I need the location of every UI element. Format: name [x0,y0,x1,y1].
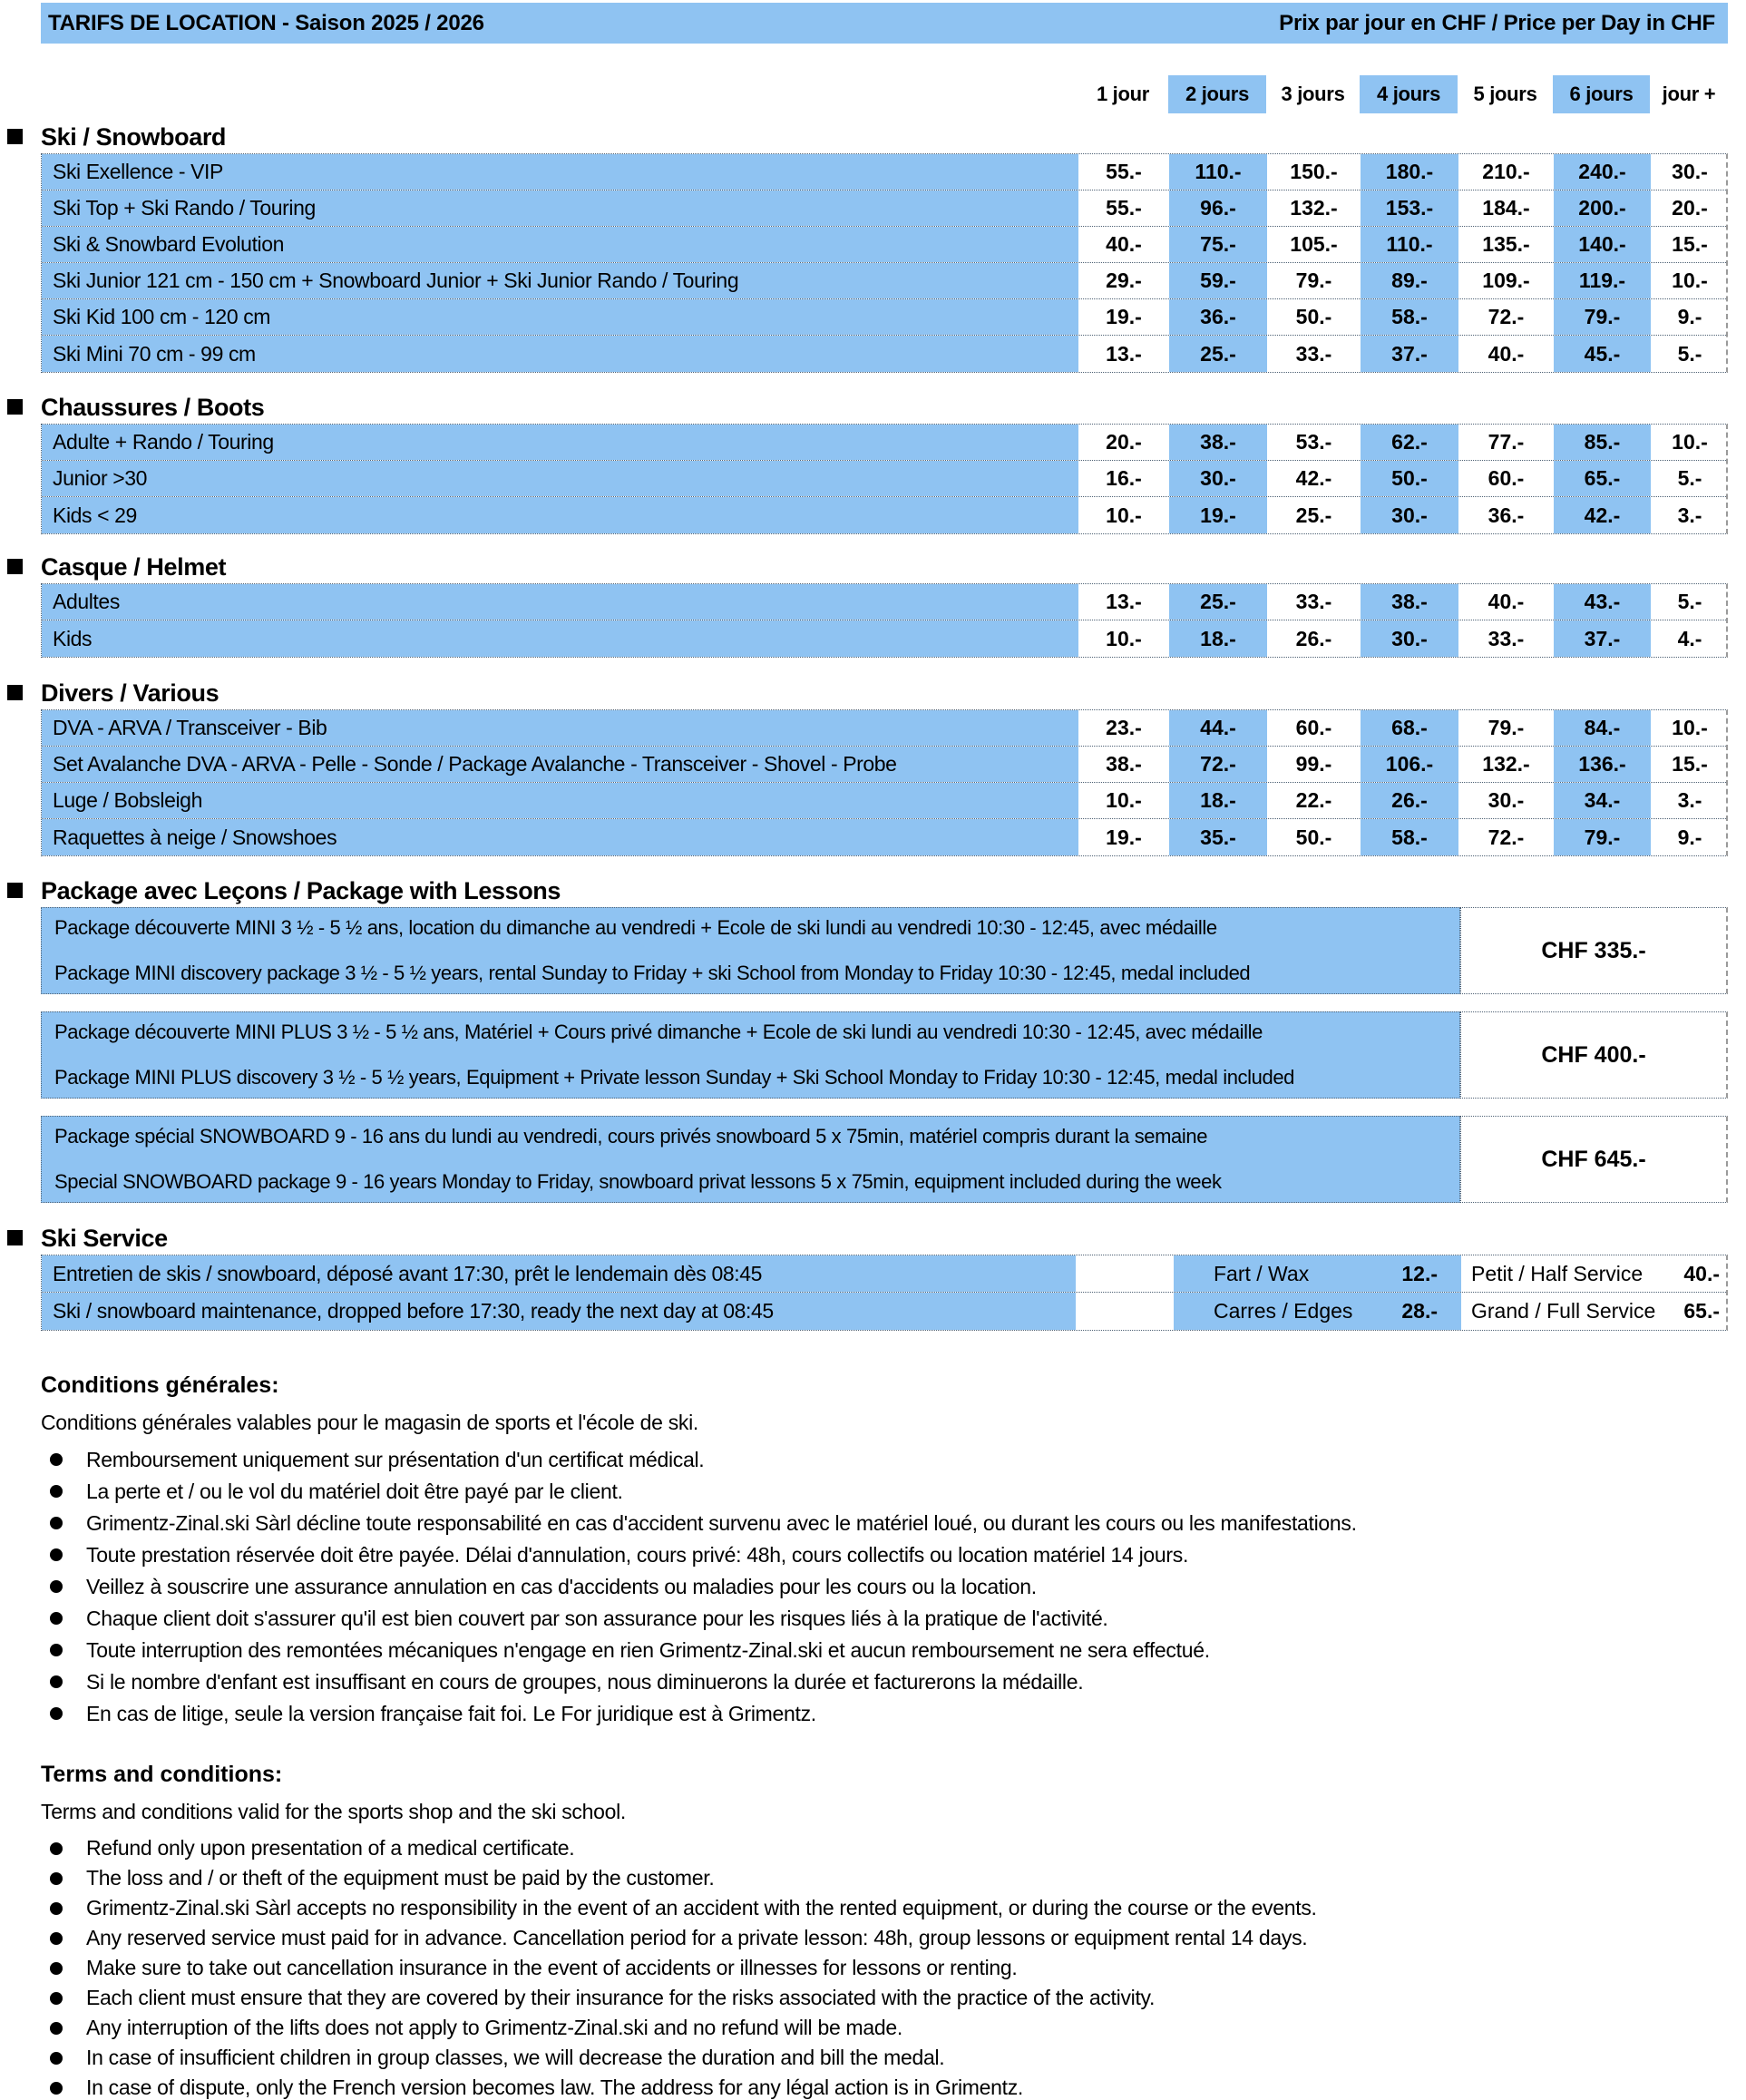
item-label: DVA - ARVA / Transceiver - Bib [42,710,1078,746]
conditions-en-intro: Terms and conditions valid for the sports shop and the ski school. [41,1800,626,1823]
item-label: Ski & Snowbard Evolution [42,227,1078,262]
table-row [42,299,1726,336]
section-title-text: Ski / Snowboard [41,123,227,151]
price-cell: 96.- [1169,190,1267,226]
price-cell: 15.- [1672,232,1708,256]
boots-table [41,424,1728,534]
price-cell: 72.- [1169,747,1267,782]
price-cell: 150.- [1290,160,1338,183]
price-cell: 25.- [1295,503,1332,527]
column-header: 1 jour [1096,83,1150,105]
price-cell: 23.- [1106,716,1142,739]
condition-item: Make sure to take out cancellation insurance in the event of accidents or illnesses for lessons or renting. [41,1956,1728,1980]
various-table [41,709,1728,856]
price-cell: 4.- [1677,626,1702,650]
price-cell: 55.- [1106,160,1142,183]
item-label: Kids [42,620,1078,657]
price-cell: 10.- [1106,626,1142,650]
section-title-text: Casque / Helmet [41,553,227,581]
price-cell: 30.- [1169,461,1267,496]
item-label: Ski Junior 121 cm - 150 cm + Snowboard Junior + Ski Junior Rando / Touring [42,263,1078,298]
price-cell: 132.- [1482,752,1530,776]
price-cell: 210.- [1482,160,1530,183]
condition-item: La perte et / ou le vol du matériel doit être payé par le client. [41,1479,1728,1504]
price-cell: 5.- [1677,341,1702,366]
ski-service-table [41,1255,1728,1331]
price-cell: 40.- [1488,341,1525,366]
price-cell: 132.- [1290,196,1338,220]
price-cell: 3.- [1677,503,1702,527]
section-title-helmet [41,552,1728,581]
section-title-text: Ski Service [41,1225,168,1252]
price-cell: 79.- [1295,269,1332,292]
price-cell: 20.- [1672,196,1708,220]
table-row [42,584,1726,620]
item-label: Ski Exellence - VIP [42,154,1078,190]
item-label: Kids < 29 [42,497,1078,533]
table-row [42,154,1726,190]
service-spacer [1076,1255,1174,1292]
service-option-price: 40.- [1683,1261,1720,1285]
price-cell: 50.- [1361,461,1458,496]
service-price: 12.- [1401,1261,1438,1285]
price-cell: 105.- [1290,232,1338,256]
package-line-fr: Package découverte MINI PLUS 3 ½ - 5 ½ ans, Matériel + Cours privé dimanche + Ecole de ski lundi au vendredi 10:30 - 12:45, avec médaille [54,1021,1263,1043]
price-cell: 42.- [1554,497,1651,533]
package-line-en: Special SNOWBOARD package 9 - 16 years Monday to Friday, snowboard privat lessons 5 x 75min, equipment included during the week [54,1170,1222,1193]
title-bar [41,3,1728,44]
price-cell: 20.- [1106,430,1142,454]
price-cell: 75.- [1169,227,1267,262]
price-cell: 60.- [1295,716,1332,739]
package-description [41,1116,1460,1203]
price-cell: 30.- [1361,620,1458,657]
conditions-fr-intro: Conditions générales valables pour le magasin de sports et l'école de ski. [41,1411,699,1434]
item-label: Raquettes à neige / Snowshoes [42,819,1078,855]
table-row [42,336,1726,372]
price-cell: 136.- [1554,747,1651,782]
price-cell: 26.- [1361,783,1458,818]
price-cell: 77.- [1488,430,1525,454]
price-cell: 84.- [1554,710,1651,746]
price-cell: 16.- [1106,466,1142,490]
price-cell: 10.- [1106,503,1142,527]
condition-item: Veillez à souscrire une assurance annulation en cas d'accidents ou maladies pour les cours ou la location. [41,1574,1728,1599]
price-cell: 50.- [1295,825,1332,849]
price-cell: 38.- [1169,425,1267,460]
item-label: Ski Top + Ski Rando / Touring [42,190,1078,226]
condition-item: In case of insufficient children in group classes, we will decrease the duration and bill the medal. [41,2046,1728,2070]
service-description: Ski / snowboard maintenance, dropped before 17:30, ready the next day at 08:45 [42,1293,1076,1330]
price-cell: 79.- [1554,299,1651,335]
price-cell: 119.- [1554,263,1651,298]
table-row [42,1255,1726,1293]
service-type-cell [1174,1293,1461,1330]
service-type-cell [1174,1255,1461,1292]
price-cell: 10.- [1106,788,1142,812]
price-cell: 22.- [1295,788,1332,812]
condition-item: Grimentz-Zinal.ski Sàrl décline toute responsabilité en cas d'accident survenu avec le matériel loué, ou durant les cours ou les manifestations. [41,1510,1728,1536]
package-line-en: Package MINI discovery package 3 ½ - 5 ½ years, rental Sunday to Friday + ski School from Monday to Friday 10:30 - 12:45, medal included [54,962,1251,984]
table-row [42,783,1726,819]
price-cell: 79.- [1488,716,1525,739]
table-row [42,710,1726,747]
item-label: Luge / Bobsleigh [42,783,1078,818]
square-bullet-icon [7,685,23,700]
condition-item: Remboursement uniquement sur présentation d'un certificat médical. [41,1447,1728,1472]
package-line-fr: Package spécial SNOWBOARD 9 - 16 ans du lundi au vendredi, cours privés snowboard 5 x 75min, matériel compris durant la semaine [54,1125,1208,1148]
price-cell: 29.- [1106,269,1142,292]
price-cell: 60.- [1488,466,1525,490]
price-cell: 72.- [1488,305,1525,328]
column-header-spacer [41,75,1078,113]
section-title-ski-service [41,1224,1728,1253]
package-line-en: Package MINI PLUS discovery 3 ½ - 5 ½ years, Equipment + Private lesson Sunday + Ski School Monday to Friday 10:30 - 12:45, medal included [54,1066,1294,1089]
price-cell: 33.- [1295,590,1332,613]
price-cell: 18.- [1169,783,1267,818]
section-title-text: Package avec Leçons / Package with Lessons [41,877,561,904]
price-cell: 13.- [1106,341,1142,366]
square-bullet-icon [7,1230,23,1245]
service-price: 28.- [1401,1299,1438,1323]
section-title-ski-snowboard [41,122,1728,151]
section-title-packages [41,876,1728,905]
price-cell: 135.- [1482,232,1530,256]
price-cell: 10.- [1672,716,1708,739]
service-option: Grand / Full Service [1471,1299,1656,1323]
conditions-en-title: Terms and conditions: [41,1762,283,1787]
price-cell: 62.- [1361,425,1458,460]
condition-item: Refund only upon presentation of a medical certificate. [41,1836,1728,1861]
price-cell: 106.- [1361,747,1458,782]
price-cell: 85.- [1554,425,1651,460]
service-type: Fart / Wax [1214,1261,1310,1285]
price-cell: 19.- [1169,497,1267,533]
table-row [42,747,1726,783]
section-title-boots [41,393,1728,422]
price-cell: 72.- [1488,825,1525,849]
price-cell: 9.- [1677,825,1702,849]
price-cell: 68.- [1361,710,1458,746]
price-cell: 240.- [1554,154,1651,190]
document-title: TARIFS DE LOCATION - Saison 2025 / 2026 [48,10,484,35]
price-cell: 25.- [1169,336,1267,372]
service-type: Carres / Edges [1214,1299,1353,1323]
condition-item: En cas de litige, seule la version française fait foi. Le For juridique est à Grimentz. [41,1701,1728,1726]
price-cell: 36.- [1169,299,1267,335]
condition-item: The loss and / or theft of the equipment must be paid by the customer. [41,1866,1728,1890]
package-block [41,1011,1728,1099]
price-cell: 25.- [1169,584,1267,620]
price-cell: 44.- [1169,710,1267,746]
square-bullet-icon [7,399,23,415]
column-header: 6 jours [1553,75,1650,113]
table-row [42,227,1726,263]
price-cell: 42.- [1295,466,1332,490]
price-cell: 55.- [1106,196,1142,220]
price-cell: 36.- [1488,503,1525,527]
price-cell: 37.- [1554,620,1651,657]
price-cell: 180.- [1361,154,1458,190]
day-column-headers [41,75,1728,113]
price-cell: 5.- [1677,590,1702,613]
price-cell: 40.- [1106,232,1142,256]
section-title-text: Chaussures / Boots [41,394,265,421]
conditions-en-list [41,1836,1728,2100]
price-cell: 15.- [1672,752,1708,776]
price-cell: 153.- [1361,190,1458,226]
price-cell: 33.- [1488,626,1525,650]
price-cell: 40.- [1488,590,1525,613]
condition-item: Grimentz-Zinal.ski Sàrl accepts no responsibility in the event of an accident with the rented equipment, or during the course or the events. [41,1896,1728,1920]
package-line-fr: Package découverte MINI 3 ½ - 5 ½ ans, location du dimanche au vendredi + Ecole de ski lundi au vendredi 10:30 - 12:45, avec médaille [54,916,1217,939]
column-header: jour + [1662,83,1716,105]
price-cell: 37.- [1361,336,1458,372]
price-cell: 43.- [1554,584,1651,620]
condition-item: Any interruption of the lifts does not apply to Grimentz-Zinal.ski and no refund will be made. [41,2016,1728,2040]
price-cell: 38.- [1361,584,1458,620]
column-header: 2 jours [1168,75,1266,113]
item-label: Set Avalanche DVA - ARVA - Pelle - Sonde / Package Avalanche - Transceiver - Shovel - Probe [42,747,1078,782]
price-cell: 5.- [1677,466,1702,490]
column-header: 4 jours [1360,75,1458,113]
price-unit-note: Prix par jour en CHF / Price per Day in CHF [1279,10,1715,35]
price-cell: 65.- [1554,461,1651,496]
item-label: Adulte + Rando / Touring [42,425,1078,460]
section-title-various [41,679,1728,708]
condition-item: Toute prestation réservée doit être payée. Délai d'annulation, cours privé: 48h, cours collectifs ou location matériel 14 jours. [41,1542,1728,1568]
price-cell: 13.- [1106,590,1142,613]
package-block [41,907,1728,994]
section-title-text: Divers / Various [41,679,219,707]
square-bullet-icon [7,129,23,144]
price-cell: 89.- [1361,263,1458,298]
price-cell: 30.- [1672,160,1708,183]
table-row [42,497,1726,533]
square-bullet-icon [7,883,23,898]
price-cell: 45.- [1554,336,1651,372]
price-cell: 30.- [1361,497,1458,533]
package-price: CHF 400.- [1460,1011,1728,1099]
condition-item: Si le nombre d'enfant est insuffisant en cours de groupes, nous diminuerons la durée et facturerons la médaille. [41,1669,1728,1695]
price-cell: 19.- [1106,305,1142,328]
column-header: 3 jours [1281,83,1345,105]
price-cell: 109.- [1482,269,1530,292]
condition-item: Each client must ensure that they are covered by their insurance for the risks associated with the practice of the activity. [41,1986,1728,2010]
condition-item: Toute interruption des remontées mécaniques n'engage en rien Grimentz-Zinal.ski et aucun remboursement ne sera effectué. [41,1637,1728,1663]
price-cell: 53.- [1295,430,1332,454]
price-cell: 33.- [1295,341,1332,366]
table-row [42,620,1726,657]
price-cell: 10.- [1672,269,1708,292]
conditions-fr-list [41,1447,1728,1726]
item-label: Ski Kid 100 cm - 120 cm [42,299,1078,335]
service-option: Petit / Half Service [1471,1261,1644,1285]
price-cell: 38.- [1106,752,1142,776]
column-header: 5 jours [1473,83,1537,105]
table-row [42,1293,1726,1330]
price-cell: 3.- [1677,788,1702,812]
table-row [42,190,1726,227]
service-option-cell [1461,1255,1729,1292]
package-description [41,907,1460,994]
package-block [41,1116,1728,1203]
price-cell: 58.- [1361,299,1458,335]
price-cell: 9.- [1677,305,1702,328]
price-cell: 184.- [1482,196,1530,220]
price-cell: 79.- [1554,819,1651,855]
price-cell: 34.- [1554,783,1651,818]
price-cell: 19.- [1106,825,1142,849]
price-cell: 58.- [1361,819,1458,855]
service-option-price: 65.- [1683,1299,1720,1323]
price-cell: 59.- [1169,263,1267,298]
table-row [42,461,1726,497]
condition-item: Any reserved service must paid for in advance. Cancellation period for a private lesson: 48h, group lessons or equipment rental 14 days. [41,1926,1728,1950]
table-row [42,263,1726,299]
price-cell: 50.- [1295,305,1332,328]
price-cell: 110.- [1169,154,1267,190]
square-bullet-icon [7,559,23,574]
condition-item: In case of dispute, only the French version becomes law. The address for any légal action is in Grimentz. [41,2076,1728,2100]
helmet-table [41,583,1728,658]
price-cell: 10.- [1672,430,1708,454]
price-cell: 35.- [1169,819,1267,855]
price-cell: 99.- [1295,752,1332,776]
package-price: CHF 335.- [1460,907,1728,994]
condition-item: Chaque client doit s'assurer qu'il est bien couvert par son assurance pour les risques liés à la pratique de l'activité. [41,1606,1728,1631]
item-label: Ski Mini 70 cm - 99 cm [42,336,1078,372]
item-label: Junior >30 [42,461,1078,496]
table-row [42,425,1726,461]
price-cell: 18.- [1169,620,1267,657]
price-cell: 30.- [1488,788,1525,812]
price-cell: 26.- [1295,626,1332,650]
price-cell: 200.- [1554,190,1651,226]
package-description [41,1011,1460,1099]
service-spacer [1076,1293,1174,1330]
price-cell: 110.- [1361,227,1458,262]
service-description: Entretien de skis / snowboard, déposé avant 17:30, prêt le lendemain dès 08:45 [42,1255,1076,1292]
package-price: CHF 645.- [1460,1116,1728,1203]
conditions-fr-title: Conditions générales: [41,1372,279,1398]
ski-snowboard-table [41,153,1728,373]
table-row [42,819,1726,855]
price-cell: 140.- [1554,227,1651,262]
service-option-cell [1461,1293,1729,1330]
item-label: Adultes [42,584,1078,620]
